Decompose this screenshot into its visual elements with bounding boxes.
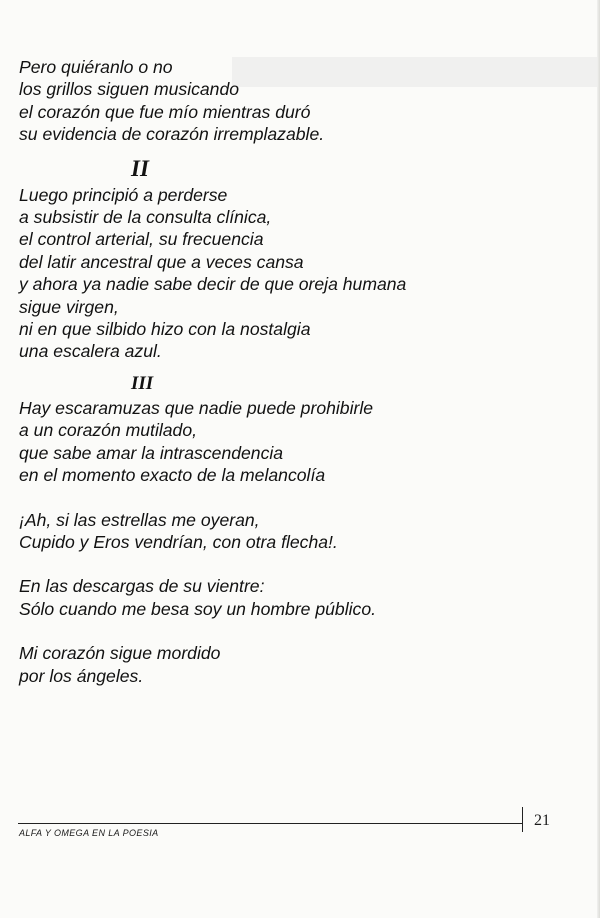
poem-line: del latir ancestral que a veces cansa [19,251,304,272]
stanza-gap [19,487,449,509]
poem-line: por los ángeles. [19,665,144,686]
stanza-6 [19,642,449,687]
poem-line: el corazón que fue mío mientras duró [19,101,311,122]
poem-line: sigue virgen, [19,296,119,317]
footer-rule [18,823,522,824]
poem-line: a un corazón mutilado, [19,420,197,441]
poem-line: a subsistir de la consulta clínica, [19,207,272,228]
poem-line: Hay escaramuzas que nadie puede prohibirle [19,397,374,418]
poem-line: una escalera azul. [19,341,162,362]
poem-line: En las descargas de su vientre: [19,576,265,597]
poem-line: Mi corazón sigue mordido [19,643,221,664]
poem-line: ni en que silbido hizo con la nostalgia [19,319,311,340]
poem-line: su evidencia de corazón irremplazable. [19,124,325,145]
footer-tick [522,807,523,832]
stanza-gap [19,620,449,642]
poem-line: Sólo cuando me besa soy un hombre público. [19,598,376,619]
footer-book-title: ALFA Y OMEGA EN LA POESIA [19,828,159,838]
poem-line: el control arterial, su frecuencia [19,229,264,250]
stanza-4 [19,509,449,554]
section-numeral-ii: II [131,155,149,181]
poem-line: Luego principió a perderse [19,184,228,205]
stanza-5 [19,575,449,620]
page-number: 21 [534,812,550,829]
poem-line: ¡Ah, si las estrellas me oyeran, [19,509,260,530]
poem-line: y ahora ya nadie sabe decir de que oreja humana [19,274,407,295]
poem-line: Pero quiéranlo o no [19,57,173,77]
poem-line: que sabe amar la intrascendencia [19,442,284,463]
stanza-gap [19,553,449,575]
stanza-2 [19,184,449,363]
poem-line: Cupido y Eros vendrían, con otra flecha!. [19,531,338,552]
poem-line: en el momento exacto de la melancolía [19,465,326,486]
stanza-1 [19,56,449,146]
section-numeral-iii: III [131,372,154,394]
stanza-3 [19,397,449,487]
poem-body [19,56,449,687]
poem-line: los grillos siguen musicando [19,79,240,100]
